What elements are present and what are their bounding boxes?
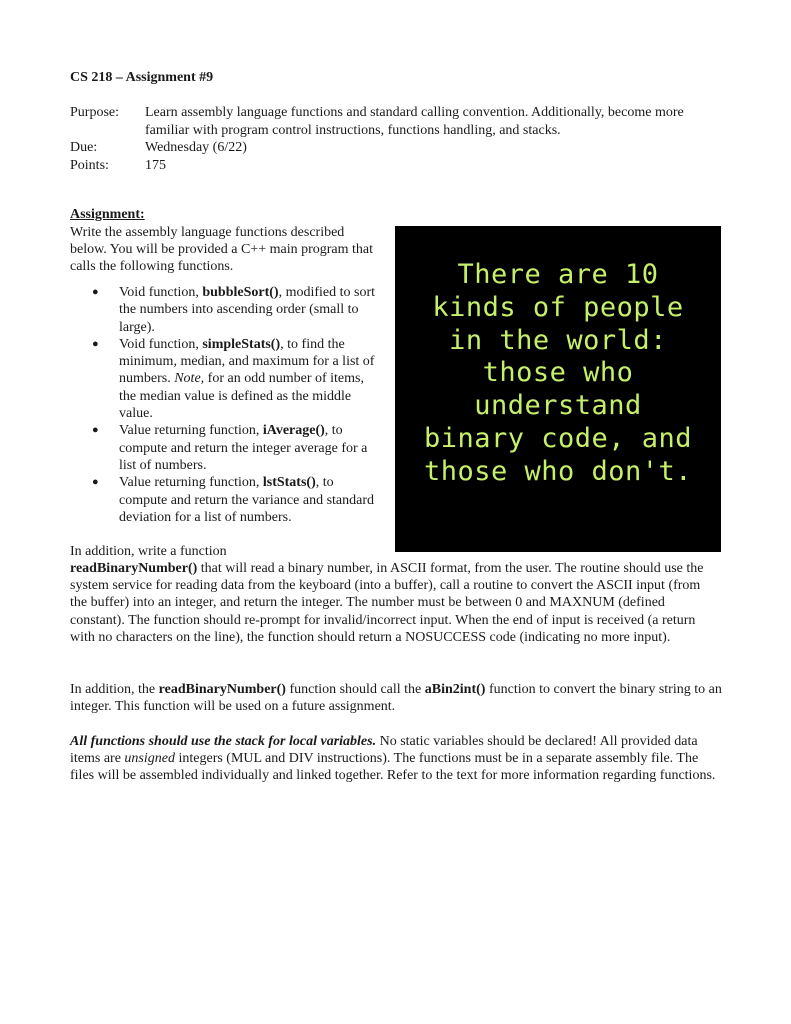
function-list (90, 284, 380, 526)
bullet-icon: ● (92, 476, 99, 489)
text-span: Void function, (119, 285, 203, 300)
meta-label: Purpose: (70, 105, 119, 120)
assignment-meta (70, 104, 720, 174)
text-span: Value returning function, (119, 475, 263, 491)
text-span: Value returning function, (119, 423, 263, 439)
text-span: that will read a binary number, in ASCII format, from the user. The routine should use the system service for reading data from the keyboard (into a buffer), call a routine to convert the ASCII input (from the buffer) into an integer, and return the integer. The number must be between 0 and MAXNUM (defined constant). The function should re-prompt for invalid/incorrect input. When the end of input is received (a return with no characters on the line), the function should return a NOSUCCESS code (indicating no more input). (70, 561, 704, 645)
joke-line: those who don't. (423, 455, 693, 487)
bullet-icon: ● (92, 424, 99, 437)
list-item-text (119, 474, 380, 526)
stack-requirements-paragraph (70, 733, 720, 785)
read-binary-paragraph (70, 560, 720, 646)
meta-value: Wednesday (6/22) (145, 140, 247, 155)
list-item-text (119, 422, 380, 474)
meta-points (70, 157, 720, 175)
read-binary-lead: In addition, write a function (70, 544, 227, 559)
bullet-icon: ● (92, 337, 99, 350)
text-span: , to compute and return the integer average for a list of numbers. (119, 423, 368, 473)
function-name: bubbleSort() (202, 285, 279, 300)
abin2int-paragraph (70, 681, 725, 715)
list-item (90, 422, 380, 474)
emphasis-text: All functions should use the stack for local variables. (70, 734, 377, 749)
text-span: , modified to sort the numbers into ascending order (small to large). (119, 285, 376, 335)
joke-line: kinds of people (432, 291, 684, 323)
meta-purpose (70, 104, 720, 139)
assignment-heading: Assignment: (70, 207, 145, 222)
joke-line: There are 10 (457, 259, 659, 290)
joke-line: those who (482, 357, 634, 389)
text-span: In addition, the (70, 682, 159, 697)
list-item-text (119, 336, 380, 422)
page-title: CS 218 – Assignment #9 (70, 70, 214, 85)
list-item (90, 284, 380, 336)
meta-label: Points: (70, 157, 109, 173)
text-span: for an odd number of items, the median value is defined as the middle value. (119, 371, 364, 422)
list-item (90, 336, 380, 422)
text-span: function to convert the binary string to an integer. This function will be used on a future assignment. (70, 682, 722, 715)
text-span: , to find the minimum, median, and maximum for a list of numbers. (119, 336, 375, 387)
binary-joke-image (395, 226, 721, 552)
emphasis-text: unsigned (124, 751, 175, 767)
meta-value: Learn assembly language functions and standard calling convention. Additionally, become more familiar with program control instructions, functions handling, and stacks. (145, 105, 684, 138)
joke-line: binary code, and (423, 422, 693, 454)
assignment-intro: Write the assembly language functions described below. You will be provided a C++ main program that calls the following functions. (70, 225, 374, 275)
text-span: Void function, (119, 336, 203, 352)
text-span: integers (MUL and DIV instructions). The functions must be in a separate assembly file. The files will be assembled individually and linked together. Refer to the text for more information regarding functions. (70, 751, 716, 784)
text-span: , to compute and return the variance and standard deviation for a list of numbers. (119, 475, 375, 525)
joke-line: understand (474, 390, 642, 422)
function-name: simpleStats() (202, 336, 281, 352)
function-name: iAverage() (262, 423, 325, 439)
function-name: aBin2int() (424, 682, 486, 697)
meta-value: 175 (145, 157, 166, 173)
function-name: readBinaryNumber() (158, 682, 286, 697)
bullet-icon: ● (92, 286, 99, 298)
text-span: function should call the (285, 682, 425, 697)
meta-due (70, 139, 720, 157)
list-item (90, 474, 380, 526)
function-name: readBinaryNumber() (70, 561, 198, 576)
function-name: lstStats() (262, 475, 316, 491)
meta-label: Due: (70, 140, 98, 155)
text-span: No static variables should be declared! All provided data items are (70, 734, 698, 767)
list-item-text (119, 284, 380, 336)
joke-line: in the world: (449, 324, 667, 356)
note-text: Note, (174, 371, 205, 387)
